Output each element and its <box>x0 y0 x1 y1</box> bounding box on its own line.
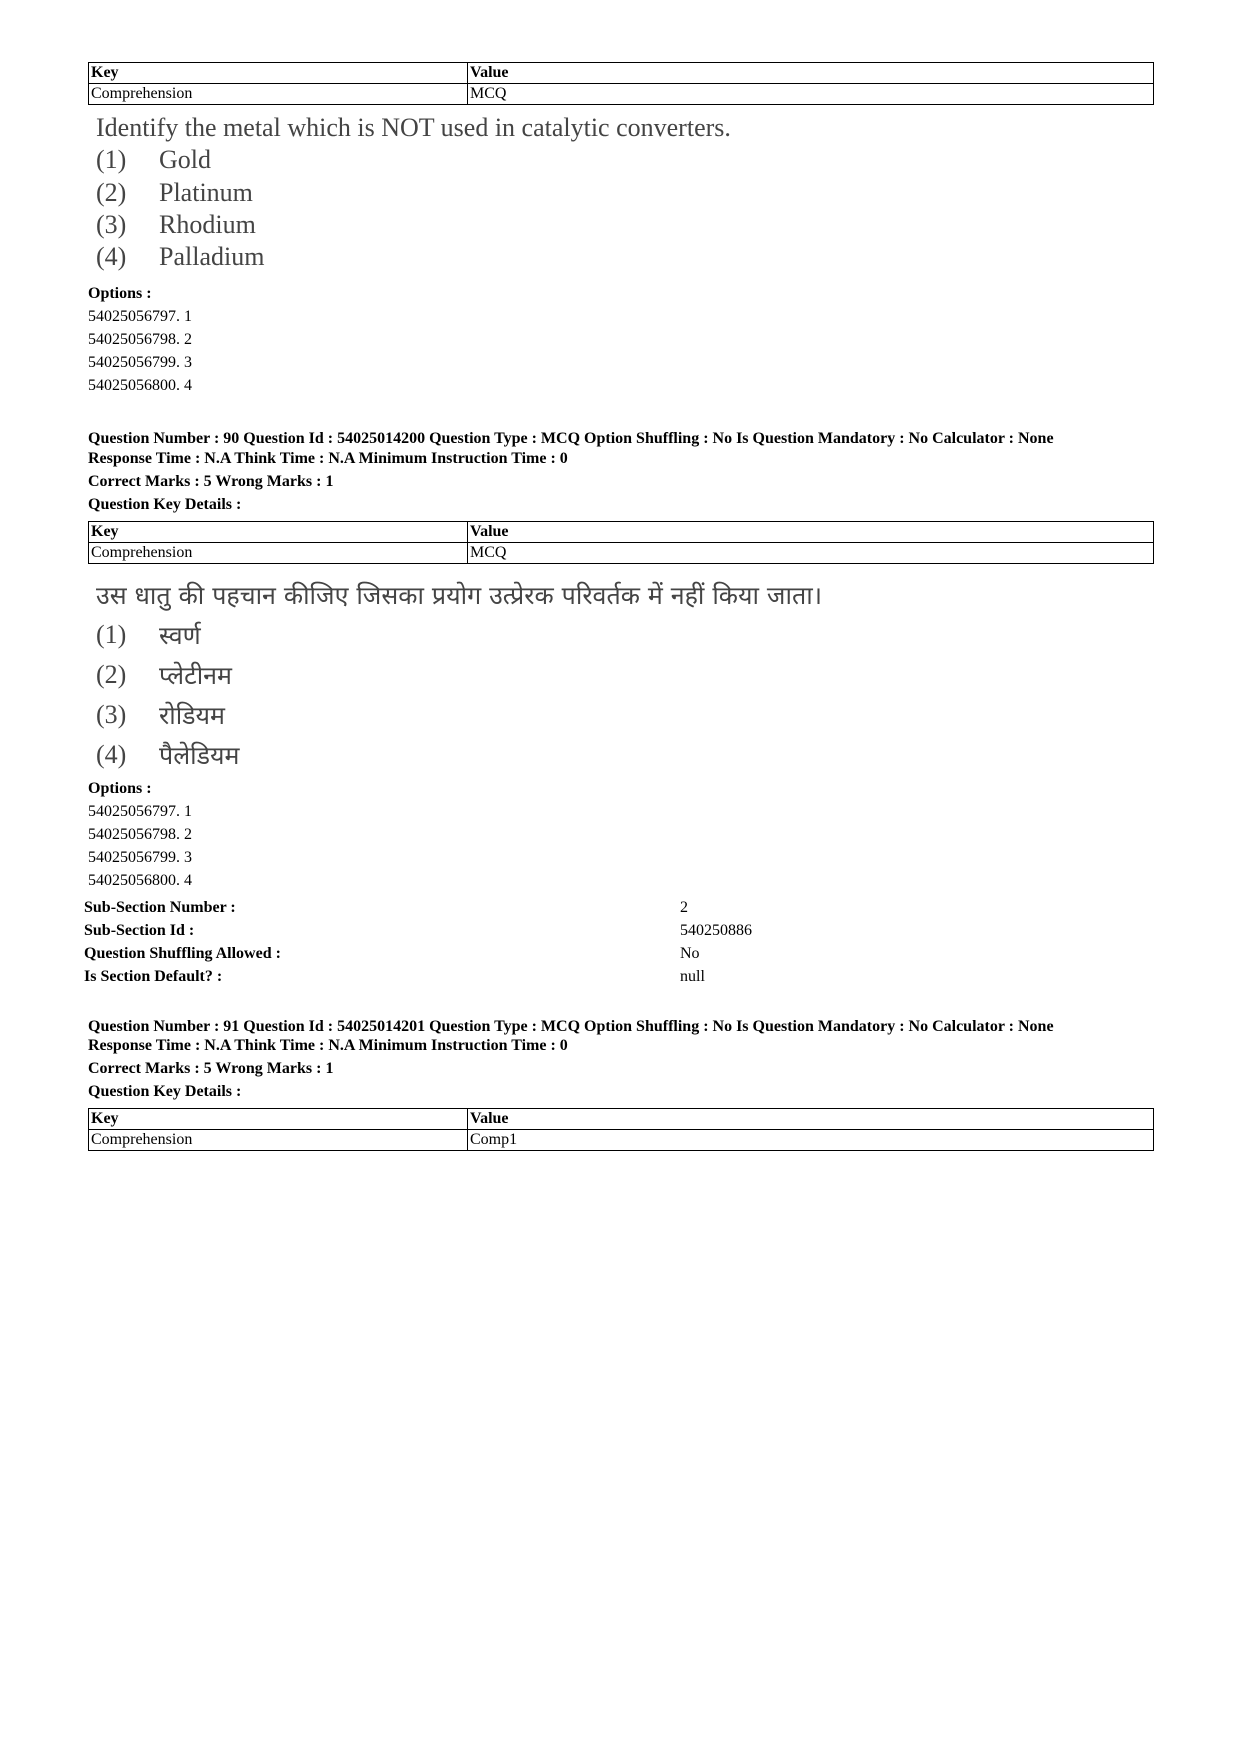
choice-number: (3) <box>96 700 127 729</box>
choice-number: (4) <box>96 242 127 271</box>
value-cell: Comp1 <box>468 1130 1154 1151</box>
table-header-row <box>89 63 1154 84</box>
value-header: Value <box>468 63 1154 84</box>
key-header: Key <box>89 522 468 543</box>
option-item: 54025056800. 4 <box>88 377 192 394</box>
question-meta-line: Response Time : N.A Think Time : N.A Minimum Instruction Time : 0 <box>88 450 568 467</box>
choice-text: रोडियम <box>159 701 226 730</box>
subsection-id-value: 540250886 <box>680 922 752 939</box>
choice-text: Palladium <box>159 242 265 271</box>
question-meta-line: Question Number : 90 Question Id : 54025014200 Question Type : MCQ Option Shuffling : No Is Question Mandatory : No Calculator : None <box>88 430 1054 447</box>
question-shuffling-value: No <box>680 945 700 962</box>
question-meta-line: Response Time : N.A Think Time : N.A Minimum Instruction Time : 0 <box>88 1037 568 1054</box>
choice-text: प्लेटीनम <box>159 661 233 690</box>
option-item: 54025056798. 2 <box>88 826 192 843</box>
section-default-label: Is Section Default? : <box>84 968 223 985</box>
question-stem: Identify the metal which is NOT used in catalytic converters. <box>96 113 731 142</box>
choice-number: (2) <box>96 660 127 689</box>
value-header: Value <box>468 522 1154 543</box>
choice-text: पैलेडियम <box>159 741 240 770</box>
key-value-table <box>88 1108 1154 1151</box>
subsection-number-label: Sub-Section Number : <box>84 899 236 916</box>
value-header: Value <box>468 1109 1154 1130</box>
choice-number: (4) <box>96 740 127 769</box>
question-meta-line: Question Number : 91 Question Id : 54025014201 Question Type : MCQ Option Shuffling : No Is Question Mandatory : No Calculator : None <box>88 1018 1054 1035</box>
subsection-id-label: Sub-Section Id : <box>84 922 195 939</box>
option-item: 54025056799. 3 <box>88 354 192 371</box>
question-shuffling-label: Question Shuffling Allowed : <box>84 945 281 962</box>
key-cell: Comprehension <box>89 84 468 105</box>
section-default-value: null <box>680 968 705 985</box>
table-row <box>89 1130 1154 1151</box>
option-item: 54025056797. 1 <box>88 308 192 325</box>
options-label: Options : <box>88 780 152 797</box>
value-cell: MCQ <box>468 84 1154 105</box>
option-item: 54025056798. 2 <box>88 331 192 348</box>
key-value-table <box>88 521 1154 564</box>
option-item: 54025056799. 3 <box>88 849 192 866</box>
choice-text: स्वर्ण <box>159 621 201 650</box>
key-header: Key <box>89 1109 468 1130</box>
options-label: Options : <box>88 285 152 302</box>
table-header-row <box>89 522 1154 543</box>
value-cell: MCQ <box>468 543 1154 564</box>
key-header: Key <box>89 63 468 84</box>
key-details-label: Question Key Details : <box>88 496 242 513</box>
key-cell: Comprehension <box>89 543 468 564</box>
choice-number: (1) <box>96 620 127 649</box>
option-item: 54025056800. 4 <box>88 872 192 889</box>
choice-text: Gold <box>159 145 211 174</box>
key-cell: Comprehension <box>89 1130 468 1151</box>
choice-text: Rhodium <box>159 210 256 239</box>
table-header-row <box>89 1109 1154 1130</box>
table-row <box>89 84 1154 105</box>
choice-number: (1) <box>96 145 127 174</box>
key-value-table <box>88 62 1154 105</box>
key-details-label: Question Key Details : <box>88 1083 242 1100</box>
choice-text: Platinum <box>159 178 253 207</box>
question-stem: उस धातु की पहचान कीजिए जिसका प्रयोग उत्प्रेरक परिवर्तक में नहीं किया जाता। <box>96 581 823 610</box>
choice-number: (3) <box>96 210 127 239</box>
subsection-number-value: 2 <box>680 899 688 916</box>
marks-line: Correct Marks : 5 Wrong Marks : 1 <box>88 1060 334 1077</box>
choice-number: (2) <box>96 178 127 207</box>
option-item: 54025056797. 1 <box>88 803 192 820</box>
marks-line: Correct Marks : 5 Wrong Marks : 1 <box>88 473 334 490</box>
table-row <box>89 543 1154 564</box>
